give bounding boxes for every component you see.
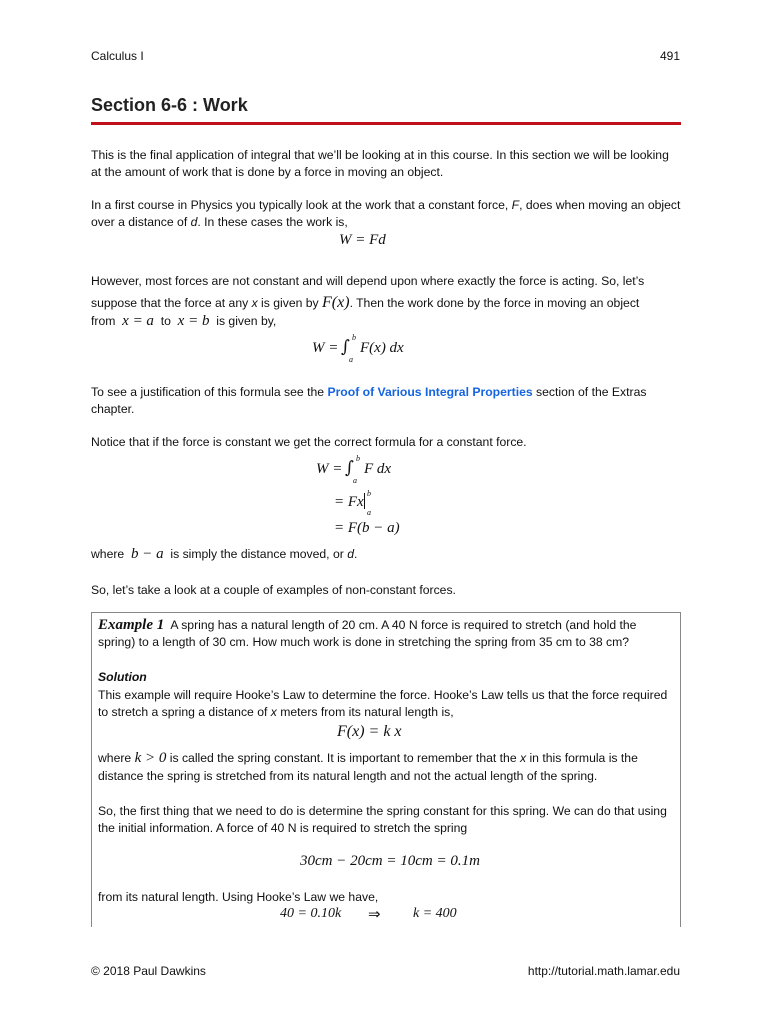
stretch-distance-equation: 30cm − 20cm = 10cm = 0.1m (300, 853, 480, 869)
variable-force-paragraph: However, most forces are not constant and will depend upon where exactly the force is acting. So, let’s suppose that the force at any x is given by F(x). Then the work done by the force in moving an object (91, 274, 645, 311)
initial-info-paragraph: So, the first thing that we need to do is determine the spring constant for this spring. We can do that using the initial information. A force of 40 N is required to stretch the spring (98, 804, 667, 835)
examples-intro-paragraph: So, let’s take a look at a couple of examples of non-constant forces. (91, 583, 456, 597)
copyright: © 2018 Paul Dawkins (91, 964, 206, 978)
page-number: 491 (659, 49, 680, 63)
distance-paragraph: where b − a is simply the distance moved, or d. (91, 546, 358, 562)
work-equation: W = Fd (339, 232, 386, 248)
constant-force-derivation: W = ∫ b a F dx = Fx b a = F(b − a) (316, 454, 400, 536)
constant-force-paragraph: In a first course in Physics you typically look at the work that a constant force, F, does when moving an object over a distance of d. In these cases the work is, (91, 198, 681, 229)
title-rule (91, 122, 681, 125)
evaluation-bar (364, 493, 365, 509)
hookes-law-equation: F(x) = k x (337, 723, 402, 740)
example-label: Example 1 (98, 617, 165, 633)
hookes-law-paragraph: This example will require Hooke’s Law to determine the force. Hooke’s Law tells us that the force required to stretch a spring a distance of x meters from its natural length is, (98, 688, 668, 719)
justification-paragraph: To see a justification of this formula see the Proof of Various Integral Properties section of the Extras chapter. (91, 385, 647, 416)
integral-sign: ∫ (341, 337, 350, 357)
intro-paragraph: This is the final application of integral that we’ll be looking at in this course. In this section we will be looking at the amount of work that is done by a force in moving an object. (91, 148, 669, 179)
work-integral-equation: W = ∫ b a F(x) dx (312, 333, 404, 364)
spring-constant-equation: 40 = 0.10k ⇒ k = 400 (280, 906, 457, 923)
constant-check-paragraph: Notice that if the force is constant we get the correct formula for a constant force. (91, 435, 527, 449)
example-problem: Example 1 A spring has a natural length of 20 cm. A 40 N force is required to stretch (and hold the spring) to a length of 30 cm. How much work is done in stretching the spring from 35 cm to 38 cm? (98, 617, 637, 649)
site-url[interactable]: http://tutorial.math.lamar.edu (527, 964, 680, 978)
hookes-law-apply-paragraph: from its natural length. Using Hooke’s Law we have, (98, 890, 379, 904)
solution-heading: Solution (98, 670, 147, 684)
integral-sign: ∫ (345, 458, 354, 478)
section-title: Section 6-6 : Work (91, 95, 248, 115)
limits-line: from x = a to x = b is given by, (91, 313, 277, 329)
spring-constant-paragraph: where k > 0 is called the spring constant. It is important to remember that the x in this formula is the distance the spring is stretched from its natural length and not the actual length of the spring. (98, 750, 638, 783)
course-name: Calculus I (91, 49, 144, 63)
proof-integral-properties-link[interactable]: Proof of Various Integral Properties (327, 385, 533, 399)
